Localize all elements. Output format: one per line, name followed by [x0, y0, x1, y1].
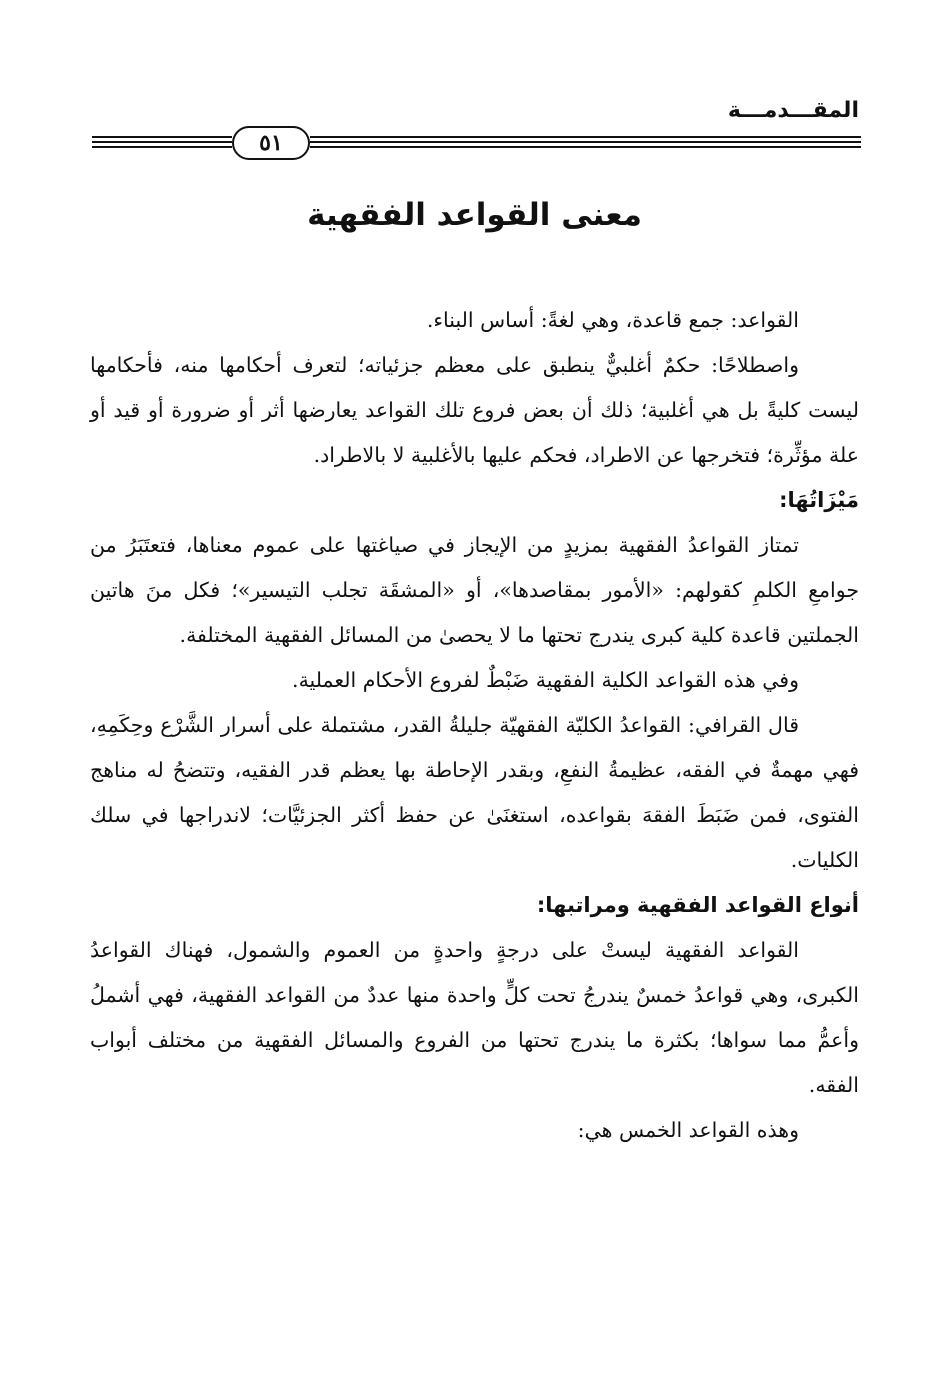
header-rule-left — [92, 136, 232, 150]
section-heading-types: أنواع القواعد الفقهية ومراتبها: — [536, 893, 859, 917]
paragraph-features-2: وفي هذه القواعد الكلية الفقهية ضَبْطٌ لفروع الأحكام العملية. — [292, 668, 799, 692]
page-body — [90, 298, 859, 1153]
paragraph-features-1: تمتاز القواعدُ الفقهية بمزيدٍ من الإيجاز في صياغتها على عموم معناها، فتعتَبَرُ من جوامعِ الكلمِ كقولهم: «الأمور بمقاصدها»، أو «المشقَة تجلب التيسير»؛ فكل منَ هاتين الجملتين قاعدة كلية كبرى يندرج تحتها ما لا يحصىٰ من المسائل الفقهية المختلفة. — [90, 533, 859, 647]
header-rule-right — [310, 136, 861, 150]
page-number-badge: ٥١ — [232, 126, 310, 160]
paragraph-types-2: وهذه القواعد الخمس هي: — [577, 1118, 799, 1142]
paragraph-features-3: قال القرافي: القواعدُ الكليّة الفقهيّة جليلةُ القدر، مشتملة على أسرار الشَّرْع وحِكَمِهِ، فهي مهمةٌ في الفقه، عظيمةُ النفعِ، وبقدر الإحاطة بها يعظم قدر الفقيه، وتتضحُ له مناهج الفتوى، فمن ضَبَطَ الفقهَ بقواعده، استغنَىٰ عن حفظ أكثر الجزئيَّات؛ لاندراجها في سلك الكليات. — [90, 713, 859, 872]
running-header-title: المقـــدمـــة — [727, 98, 859, 123]
paragraph-definition-term: واصطلاحًا: حكمٌ أغلبيٌّ ينطبق على معظم جزئياته؛ لتعرف أحكامها منه، فأحكامها ليست كليةً بل هي أغلبية؛ ذلك أن بعض فروع تلك القواعد يعارضها أثر أو ضرورة أو قيد أو علة مؤثِّرة؛ فتخرجها عن الاطراد، فحكم عليها بالأغلبية لا بالاطراد. — [90, 353, 859, 467]
page-title: معنى القواعد الفقهية — [307, 197, 642, 233]
section-heading-features: مَيْزَاتُهَا: — [779, 488, 859, 512]
paragraph-types-1: القواعد الفقهية ليستْ على درجةٍ واحدةٍ من العموم والشمول، فهناك القواعدُ الكبرى، وهي قواعدُ خمسٌ يندرجُ تحت كلٍّ واحدة منها عددٌ من القواعد الفقهية، فهي أشملُ وأعمُّ مما سواها؛ بكثرة ما يندرج تحتها من الفروع والمسائل الفقهية من مختلف أبواب الفقه. — [90, 938, 859, 1097]
paragraph-definition-lang: القواعد: جمع قاعدة، وهي لغةً: أساس البناء. — [426, 308, 799, 332]
